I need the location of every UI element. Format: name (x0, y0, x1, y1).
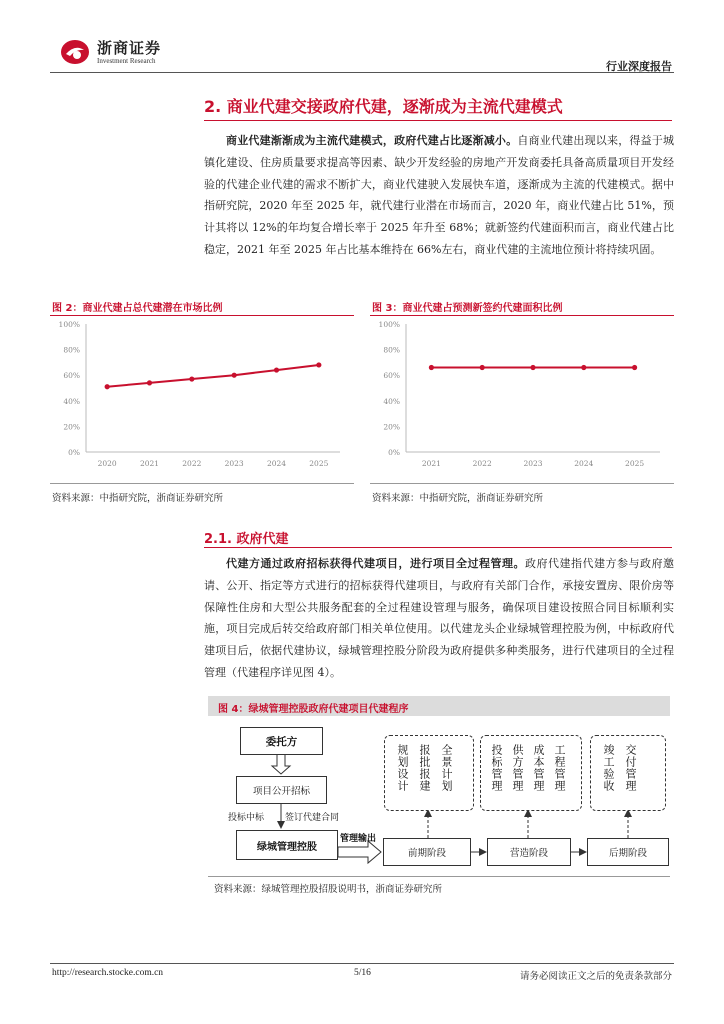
fig3-ytick-4: 80% (383, 345, 400, 355)
fig4-group-build-item-2: 供方管理 (511, 744, 524, 792)
fig2-ytick-2: 40% (63, 396, 80, 406)
fig2-ytick-4: 80% (63, 345, 80, 355)
fig4-group-build-item-3: 成本管理 (532, 744, 545, 792)
fig2-xtick-3: 2023 (224, 459, 244, 468)
fig3-xtick-1: 2022 (472, 459, 492, 468)
fig4-title: 图 4：绿城管理控股政府代建项目代建程序 (218, 704, 409, 715)
section-paragraph-body: 自商业代建出现以来，得益于城镇化建设、住房质量要求提高等因素、缺少开发经验的房地产开发商委托具备高质量项目开发经验的代建企业代建的需求不断扩大，商业代建驶入发展快车道，逐渐成为主流的代建模式。据中指研究院，2020 年至 2025 年，就代建行业潜在市场而言，2020 年，商业代建占比 51%，预计其将以 12%的年均复合增长率于 2025 年升至 68%；就新签约代建面积而言，商业代建占比稳定，2021 年至 2025 年占比基本维持在 66%左右，商业代建的主流地位预计将持续巩固。 (204, 134, 675, 256)
fig2-point-4 (274, 367, 279, 372)
fig2-point-2 (189, 376, 194, 381)
footer-disclaimer: 请务必阅读正文之后的免责条款部分 (519, 971, 672, 982)
fig4-company-box: 绿城管理控股 (236, 830, 338, 860)
fig2-xtick-2: 2022 (182, 459, 202, 468)
subsection-paragraph-body: 政府代建指代建方参与政府邀请、公开、指定等方式进行的招标获得代建项目，与政府有关部门合作，承接安置房、限价房等保障性住房和大型公共服务配套的全过程建设管理与服务，确保项目建设按照合同目标顺利实施，项目完成后转交给政府部门相关单位使用。以代建龙头企业绿城管理控股为例，中标政府代建项目后，依据代建协议，绿城管理控股分阶段为政府提供多种类服务，进行代建项目的全过程管理（代建程序详见图 4）。 (204, 557, 674, 679)
logo-icon (60, 38, 90, 66)
fig2-xtick-0: 2020 (97, 459, 117, 468)
fig4-group-build-item-1: 投标管理 (490, 744, 503, 792)
fig3-xtick-0: 2021 (421, 459, 441, 468)
fig3-point-4 (632, 365, 637, 370)
fig4-client-box: 委托方 (240, 727, 323, 755)
fig2-xtick-5: 2025 (309, 459, 329, 468)
footer-page-number: 5/16 (354, 968, 371, 978)
fig4-stage-pre: 前期阶段 (383, 838, 471, 866)
report-type: 行业深度报告 (606, 60, 672, 73)
fig4-group-pre-item-1: 规划设计 (396, 744, 409, 792)
fig2-ytick-5: 100% (58, 320, 80, 329)
fig2-ytick-1: 20% (63, 422, 80, 432)
subsection-title-underline (204, 547, 672, 548)
fig4-sign-contract-label: 签订代建合同 (285, 813, 340, 823)
fig4-group-pre-item-2: 报批报建 (418, 744, 431, 792)
section-title-underline (204, 120, 672, 121)
fig3-xtick-3: 2024 (574, 459, 594, 468)
fig4-bottom-rule (208, 876, 670, 877)
fig3-ytick-2: 40% (383, 396, 400, 406)
fig3-point-1 (480, 365, 485, 370)
fig2-point-1 (147, 380, 152, 385)
subsection-paragraph-lead: 代建方通过政府招标获得代建项目，进行项目全过程管理。 (226, 557, 525, 570)
footer-divider (50, 963, 674, 964)
fig4-tender-box: 项目公开招标 (236, 776, 327, 804)
fig2-source: 资料来源：中指研究院，浙商证券研究所 (52, 493, 224, 504)
fig3-point-0 (429, 365, 434, 370)
fig3-ytick-5: 100% (378, 320, 400, 329)
subsection-paragraph (204, 553, 674, 684)
fig4-group-post-item-2: 交付管理 (624, 744, 637, 792)
fig3-xtick-4: 2025 (625, 459, 645, 468)
fig4-group-build-item-4: 工程管理 (553, 744, 566, 792)
footer-url[interactable]: http://research.stocke.com.cn (52, 968, 164, 978)
fig2-ytick-3: 60% (63, 371, 80, 381)
fig3-source: 资料来源：中指研究院，浙商证券研究所 (372, 493, 544, 504)
fig2-title: 图 2：商业代建占总代建潜在市场比例 (52, 303, 223, 314)
logo-text-en: Investment Research (97, 57, 156, 65)
logo-text-cn: 浙商证券 (97, 39, 162, 57)
fig2-xtick-1: 2021 (139, 459, 160, 468)
fig2-series-line (107, 365, 319, 387)
fig2-point-5 (316, 362, 321, 367)
fig3-point-2 (530, 365, 535, 370)
fig2-chart (50, 316, 354, 478)
fig4-group-pre-item-3: 全景计划 (440, 744, 453, 792)
fig4-group-post-item-1: 竣工验收 (602, 744, 615, 792)
fig2-point-0 (105, 384, 110, 389)
fig4-win-bid-label: 投标中标 (228, 813, 265, 823)
fig2-bottom-rule (50, 483, 354, 484)
section-paragraph (204, 130, 674, 261)
fig3-bottom-rule (370, 483, 674, 484)
fig4-source: 资料来源：绿城管理控股招股说明书，浙商证券研究所 (214, 884, 443, 895)
section-title: 2. 商业代建交接政府代建，逐渐成为主流代建模式 (204, 97, 563, 116)
fig4-mgmt-output-label: 管理输出 (340, 834, 377, 844)
subsection-title: 2.1. 政府代建 (204, 532, 289, 547)
fig3-ytick-3: 60% (383, 371, 400, 381)
header-divider (50, 72, 674, 73)
fig3-chart (370, 316, 674, 478)
fig2-ytick-0: 0% (68, 448, 80, 457)
fig4-stage-build: 营造阶段 (487, 838, 571, 866)
fig3-point-3 (581, 365, 586, 370)
section-paragraph-lead: 商业代建渐渐成为主流代建模式，政府代建占比逐渐减小。 (226, 134, 518, 147)
fig2-point-3 (232, 373, 237, 378)
fig3-ytick-1: 20% (383, 422, 400, 432)
fig3-xtick-2: 2023 (523, 459, 543, 468)
fig3-ytick-0: 0% (388, 448, 400, 457)
fig2-xtick-4: 2024 (266, 459, 287, 468)
fig4-stage-post: 后期阶段 (587, 838, 669, 866)
fig3-title: 图 3：商业代建占预测新签约代建面积比例 (372, 303, 563, 314)
